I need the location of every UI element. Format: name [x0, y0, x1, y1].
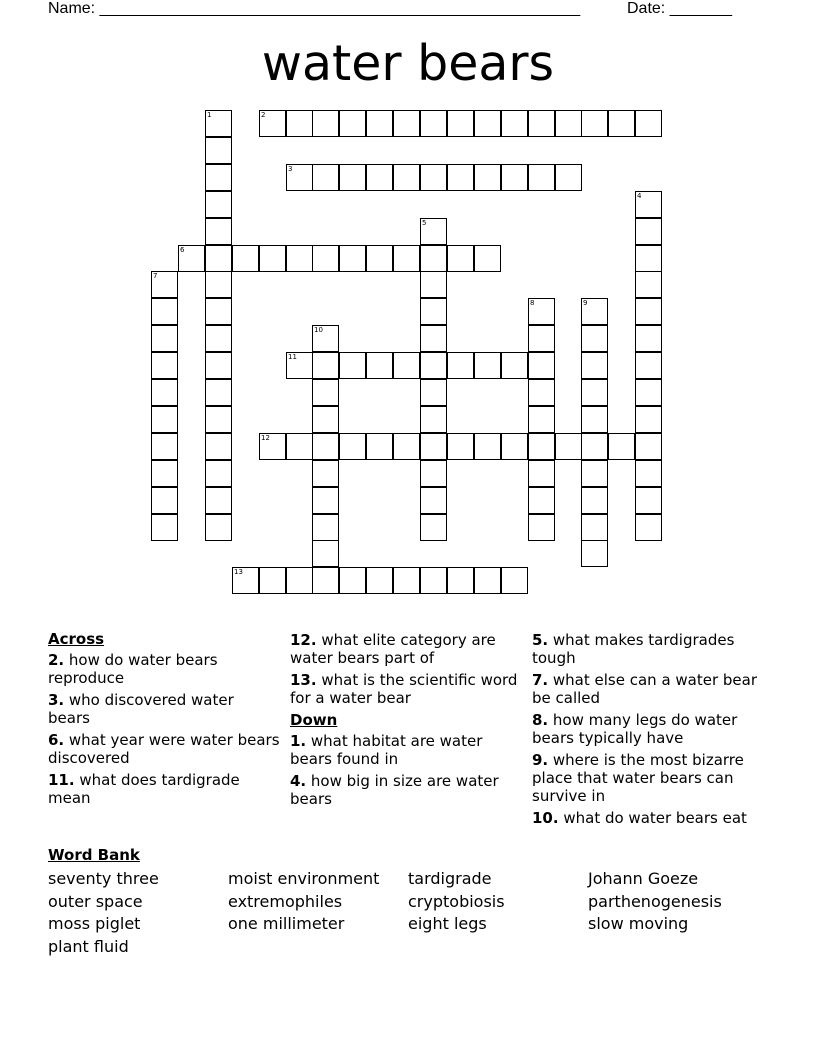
crossword-cell[interactable] [447, 433, 474, 460]
crossword-cell[interactable] [312, 110, 339, 137]
crossword-cell[interactable] [420, 245, 447, 272]
word-bank-item: Johann Goeze [588, 869, 699, 888]
crossword-cell[interactable] [205, 218, 232, 245]
word-bank-item: eight legs [408, 914, 487, 933]
page-title: water bears [261, 35, 555, 92]
crossword-cell[interactable] [635, 514, 662, 541]
across-heading: Across [48, 630, 105, 648]
crossword-cell[interactable] [447, 110, 474, 137]
crossword-cell[interactable] [205, 460, 232, 487]
crossword-cell[interactable] [635, 352, 662, 379]
across-clue: 3. who discovered water bears [48, 691, 234, 727]
crossword-cell[interactable] [151, 379, 178, 406]
crossword-cell[interactable] [232, 245, 259, 272]
crossword-cell[interactable] [447, 352, 474, 379]
word-bank-item: plant fluid [48, 937, 129, 956]
crossword-cell[interactable] [339, 110, 366, 137]
crossword-cell[interactable] [151, 514, 178, 541]
crossword-cell[interactable] [420, 352, 447, 379]
clue-number: 11 [288, 353, 297, 361]
crossword-cell[interactable] [420, 406, 447, 433]
crossword-cell[interactable] [312, 514, 339, 541]
crossword-cell[interactable] [366, 352, 393, 379]
clue-number: 12 [261, 434, 270, 442]
crossword-cell[interactable] [259, 433, 286, 460]
word-bank-item: tardigrade [408, 869, 492, 888]
crossword-cell[interactable] [312, 567, 339, 594]
crossword-cell[interactable] [555, 110, 582, 137]
crossword-cell[interactable] [393, 110, 420, 137]
crossword-cell[interactable] [474, 567, 501, 594]
crossword-cell[interactable] [635, 191, 662, 218]
crossword-cell[interactable] [581, 487, 608, 514]
crossword-cell[interactable] [312, 540, 339, 567]
word-bank-item: extremophiles [228, 892, 343, 911]
crossword-cell[interactable] [581, 379, 608, 406]
crossword-cell[interactable] [501, 433, 528, 460]
word-bank-heading: Word Bank [48, 846, 140, 864]
clue-number: 6 [180, 246, 185, 254]
crossword-cell[interactable] [528, 460, 555, 487]
clue-number: 2 [261, 111, 266, 119]
crossword-cell[interactable] [581, 298, 608, 325]
crossword-cell[interactable] [581, 325, 608, 352]
crossword-cell[interactable] [420, 218, 447, 245]
crossword-cell[interactable] [608, 433, 635, 460]
crossword-cell[interactable] [286, 245, 313, 272]
crossword-cell[interactable] [393, 567, 420, 594]
crossword-cell[interactable] [635, 433, 662, 460]
crossword-cell[interactable] [420, 164, 447, 191]
crossword-cell[interactable] [205, 379, 232, 406]
crossword-cell[interactable] [339, 352, 366, 379]
crossword-cell[interactable] [339, 245, 366, 272]
crossword-cell[interactable] [528, 298, 555, 325]
crossword-cell[interactable] [366, 164, 393, 191]
crossword-cell[interactable] [420, 567, 447, 594]
crossword-cell[interactable] [205, 298, 232, 325]
crossword-cell[interactable] [635, 110, 662, 137]
down-clue: 10. what do water bears eat [532, 809, 747, 827]
crossword-cell[interactable] [178, 245, 205, 272]
crossword-cell[interactable] [312, 433, 339, 460]
down-clue: 4. how big in size are water bears [290, 772, 499, 808]
crossword-cell[interactable] [635, 406, 662, 433]
across-clue: 13. what is the scientific word for a water bear [290, 671, 518, 707]
down-clue: 5. what makes tardigrades tough [532, 631, 735, 667]
crossword-cell[interactable] [312, 379, 339, 406]
crossword-cell[interactable] [151, 460, 178, 487]
clue-column-3 [532, 631, 768, 831]
crossword-cell[interactable] [205, 110, 232, 137]
crossword-cell[interactable] [312, 164, 339, 191]
crossword-cell[interactable] [151, 433, 178, 460]
crossword-cell[interactable] [420, 379, 447, 406]
crossword-cell[interactable] [151, 487, 178, 514]
crossword-cell[interactable] [501, 352, 528, 379]
across-clue: 6. what year were water bears discovered [48, 731, 280, 767]
clue-number: 1 [207, 111, 212, 119]
crossword-cell[interactable] [420, 298, 447, 325]
down-clue: 9. where is the most bizarre place that water bears can survive in [532, 751, 744, 805]
word-bank-item: moist environment [228, 869, 380, 888]
crossword-cell[interactable] [528, 352, 555, 379]
crossword-cell[interactable] [581, 352, 608, 379]
crossword-cell[interactable] [581, 406, 608, 433]
down-clue: 7. what else can a water bear be called [532, 671, 758, 707]
crossword-cell[interactable] [420, 271, 447, 298]
crossword-cell[interactable] [635, 487, 662, 514]
clue-column-1 [48, 630, 280, 811]
crossword-cell[interactable] [581, 514, 608, 541]
clue-number: 4 [637, 192, 642, 200]
clue-column-2 [290, 631, 522, 812]
down-clue: 8. how many legs do water bears typically have [532, 711, 738, 747]
crossword-cell[interactable] [474, 245, 501, 272]
crossword-cell[interactable] [528, 406, 555, 433]
crossword-cell[interactable] [555, 164, 582, 191]
crossword-cell[interactable] [232, 567, 259, 594]
crossword-cell[interactable] [420, 487, 447, 514]
crossword-cell[interactable] [151, 298, 178, 325]
word-bank-item: slow moving [588, 914, 689, 933]
crossword-cell[interactable] [581, 433, 608, 460]
crossword-cell[interactable] [635, 245, 662, 272]
crossword-cell[interactable] [366, 110, 393, 137]
crossword-cell[interactable] [581, 540, 608, 567]
crossword-cell[interactable] [635, 298, 662, 325]
crossword-cell[interactable] [635, 218, 662, 245]
crossword-cell[interactable] [205, 487, 232, 514]
crossword-cell[interactable] [339, 433, 366, 460]
crossword-cell[interactable] [259, 567, 286, 594]
crossword-cell[interactable] [501, 567, 528, 594]
date-field-label[interactable]: Date: _______ [627, 0, 732, 17]
across-clue: 2. how do water bears reproduce [48, 651, 218, 687]
clue-number: 3 [288, 165, 293, 173]
crossword-cell[interactable] [608, 110, 635, 137]
crossword-cell[interactable] [528, 110, 555, 137]
across-clue: 12. what elite category are water bears part of [290, 631, 496, 667]
crossword-cell[interactable] [366, 567, 393, 594]
crossword-cell[interactable] [151, 325, 178, 352]
crossword-cell[interactable] [205, 514, 232, 541]
crossword-cell[interactable] [205, 406, 232, 433]
crossword-cell[interactable] [420, 110, 447, 137]
word-bank-item: cryptobiosis [408, 892, 505, 911]
crossword-cell[interactable] [286, 352, 313, 379]
crossword-cell[interactable] [151, 271, 178, 298]
crossword-cell[interactable] [312, 406, 339, 433]
crossword-cell[interactable] [528, 379, 555, 406]
crossword-cell[interactable] [259, 245, 286, 272]
crossword-cell[interactable] [312, 352, 339, 379]
down-clue: 1. what habitat are water bears found in [290, 732, 483, 768]
crossword-cell[interactable] [635, 271, 662, 298]
crossword-cell[interactable] [151, 406, 178, 433]
crossword-cell[interactable] [474, 110, 501, 137]
clue-number: 9 [583, 299, 588, 307]
crossword-cell[interactable] [366, 433, 393, 460]
word-bank-item: outer space [48, 892, 143, 911]
crossword-cell[interactable] [205, 164, 232, 191]
crossword-cell[interactable] [393, 352, 420, 379]
crossword-cell[interactable] [501, 164, 528, 191]
crossword-cell[interactable] [205, 325, 232, 352]
crossword-cell[interactable] [312, 245, 339, 272]
crossword-cell[interactable] [474, 164, 501, 191]
crossword-cell[interactable] [447, 567, 474, 594]
crossword-cell[interactable] [312, 460, 339, 487]
crossword-cell[interactable] [528, 514, 555, 541]
crossword-cell[interactable] [205, 352, 232, 379]
crossword-cell[interactable] [528, 325, 555, 352]
crossword-cell[interactable] [151, 352, 178, 379]
crossword-cell[interactable] [205, 433, 232, 460]
crossword-cell[interactable] [474, 433, 501, 460]
crossword-cell[interactable] [286, 433, 313, 460]
clue-number: 7 [153, 272, 158, 280]
crossword-cell[interactable] [635, 379, 662, 406]
crossword-cell[interactable] [205, 137, 232, 164]
crossword-cell[interactable] [205, 245, 232, 272]
crossword-cell[interactable] [555, 433, 582, 460]
crossword-cell[interactable] [447, 164, 474, 191]
crossword-cell[interactable] [259, 110, 286, 137]
down-heading: Down [290, 711, 338, 729]
crossword-cell[interactable] [447, 245, 474, 272]
crossword-cell[interactable] [635, 325, 662, 352]
crossword-cell[interactable] [420, 460, 447, 487]
crossword-cell[interactable] [420, 514, 447, 541]
word-bank-item: parthenogenesis [588, 892, 722, 911]
crossword-cell[interactable] [528, 164, 555, 191]
crossword-cell[interactable] [286, 567, 313, 594]
crossword-cell[interactable] [581, 110, 608, 137]
word-bank-item: seventy three [48, 869, 159, 888]
crossword-cell[interactable] [393, 164, 420, 191]
crossword-cell[interactable] [286, 164, 313, 191]
crossword-cell[interactable] [420, 433, 447, 460]
crossword-cell[interactable] [312, 325, 339, 352]
crossword-cell[interactable] [339, 567, 366, 594]
word-bank-item: one millimeter [228, 914, 345, 933]
clue-number: 8 [530, 299, 535, 307]
crossword-cell[interactable] [474, 352, 501, 379]
clue-number: 10 [314, 326, 323, 334]
crossword-cell[interactable] [339, 164, 366, 191]
crossword-cell[interactable] [393, 245, 420, 272]
crossword-cell[interactable] [501, 110, 528, 137]
crossword-cell[interactable] [581, 460, 608, 487]
crossword-cell[interactable] [366, 245, 393, 272]
crossword-cell[interactable] [528, 487, 555, 514]
crossword-cell[interactable] [312, 487, 339, 514]
crossword-cell[interactable] [205, 271, 232, 298]
clue-number: 13 [234, 568, 243, 576]
word-bank-item: moss piglet [48, 914, 141, 933]
crossword-cell[interactable] [635, 460, 662, 487]
crossword-cell[interactable] [420, 325, 447, 352]
crossword-cell[interactable] [286, 110, 313, 137]
crossword-cell[interactable] [393, 433, 420, 460]
clue-number: 5 [422, 219, 427, 227]
name-field-label[interactable]: Name: ______________________________________________________ [48, 0, 581, 17]
crossword-cell[interactable] [528, 433, 555, 460]
crossword-cell[interactable] [205, 191, 232, 218]
across-clue: 11. what does tardigrade mean [48, 771, 240, 807]
